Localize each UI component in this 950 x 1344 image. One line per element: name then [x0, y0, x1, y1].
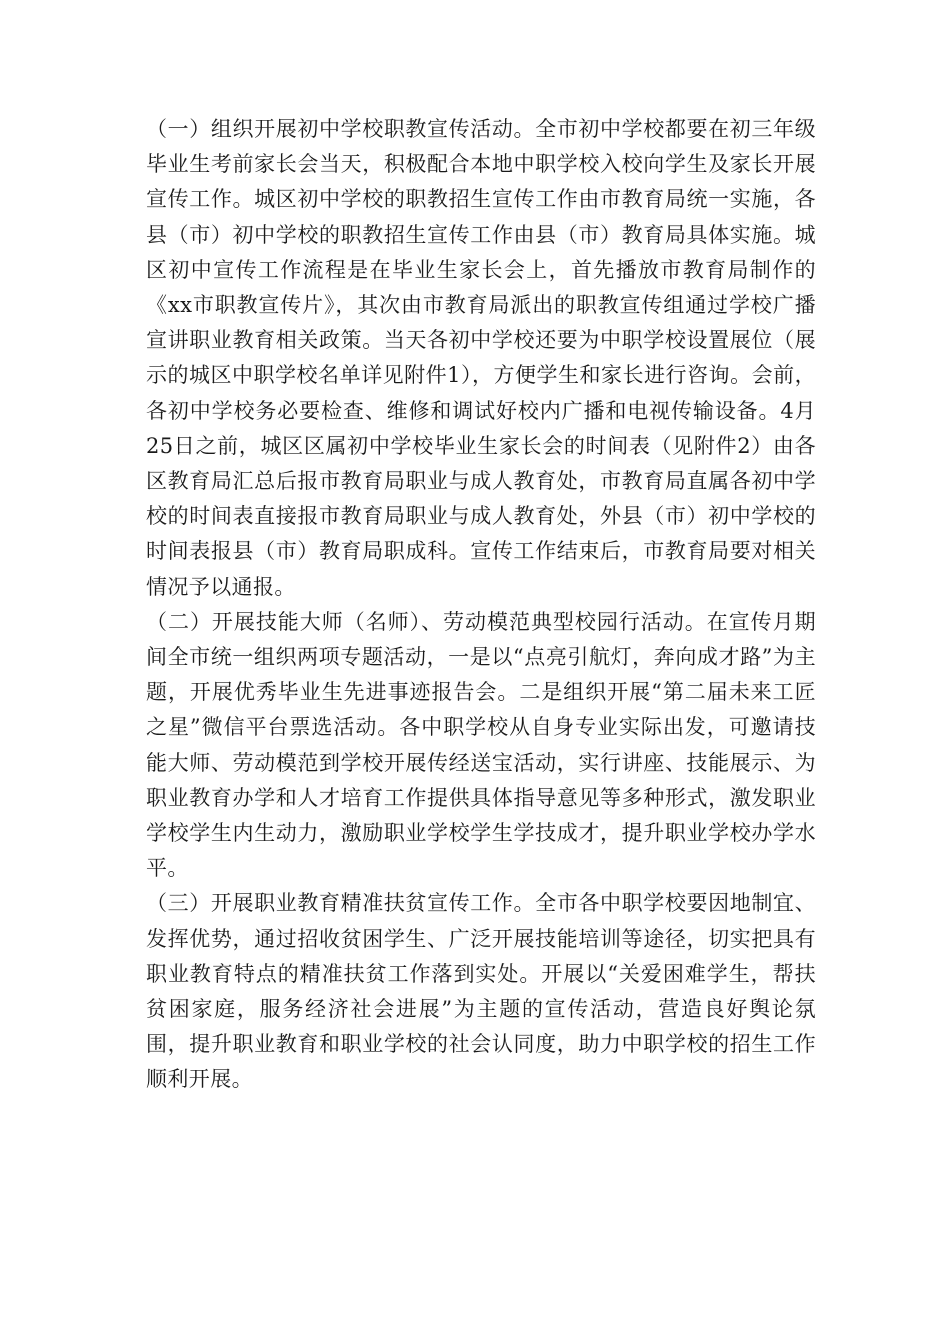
document-body	[146, 112, 816, 1098]
paragraph-section-1: （一）组织开展初中学校职教宣传活动。全市初中学校都要在初三年级毕业生考前家长会当天，积极配合本地中职学校入校向学生及家长开展宣传工作。城区初中学校的职教招生宣传工作由市教育局统一实施，各县（市）初中学校的职教招生宣传工作由县（市）教育局具体实施。城区初中宣传工作流程是在毕业生家长会上，首先播放市教育局制作的《xx市职教宣传片》，其次由市教育局派出的职教宣传组通过学校广播宣讲职业教育相关政策。当天各初中学校还要为中职学校设置展位（展示的城区中职学校名单详见附件1），方便学生和家长进行咨询。会前，各初中学校务必要检查、维修和调试好校内广播和电视传输设备。4月25日之前，城区区属初中学校毕业生家长会的时间表（见附件2）由各区教育局汇总后报市教育局职业与成人教育处，市教育局直属各初中学校的时间表直接报市教育局职业与成人教育处，外县（市）初中学校的时间表报县（市）教育局职成科。宣传工作结束后，市教育局要对相关情况予以通报。	[146, 117, 816, 599]
paragraph-section-3: （三）开展职业教育精准扶贫宣传工作。全市各中职学校要因地制宜、发挥优势，通过招收贫困学生、广泛开展技能培训等途径，切实把具有职业教育特点的精准扶贫工作落到实处。开展以“关爱困难学生，帮扶贫困家庭，服务经济社会进展”为主题的宣传活动，营造良好舆论氛围，提升职业教育和职业学校的社会认同度，助力中职学校的招生工作顺利开展。	[146, 891, 816, 1092]
paragraph-section-2: （二）开展技能大师（名师）、劳动模范典型校园行活动。在宣传月期间全市统一组织两项专题活动，一是以“点亮引航灯，奔向成才路”为主题，开展优秀毕业生先进事迹报告会。二是组织开展“第二届未来工匠之星”微信平台票选活动。各中职学校从自身专业实际出发，可邀请技能大师、劳动模范到学校开展传经送宝活动，实行讲座、技能展示、为职业教育办学和人才培育工作提供具体指导意见等多种形式，激发职业学校学生内生动力，激励职业学校学生学技成才，提升职业学校办学水平。	[146, 609, 816, 881]
